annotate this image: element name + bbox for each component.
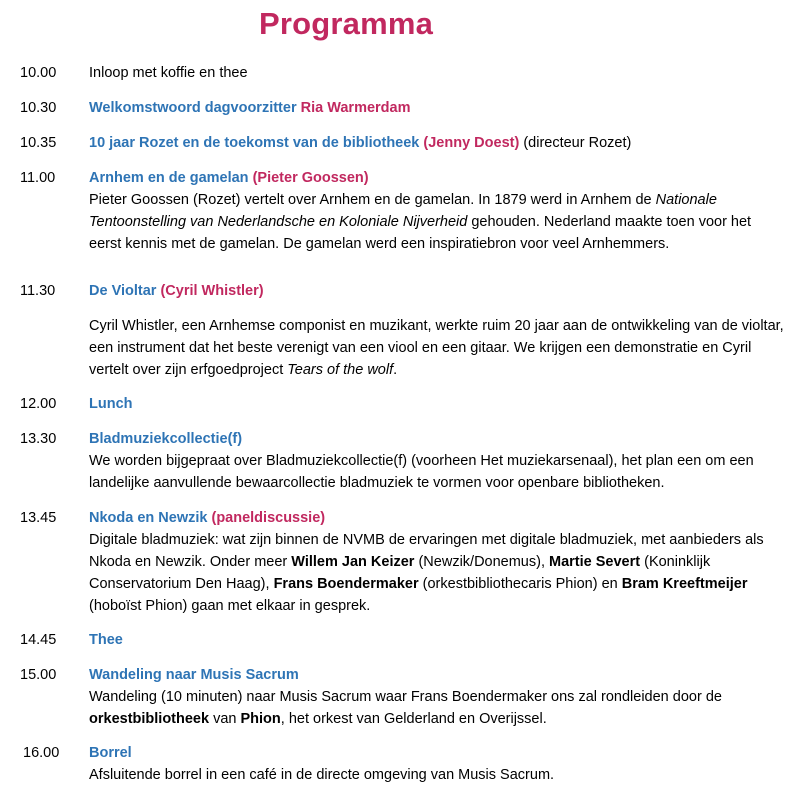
project-title: Tears of the wolf xyxy=(287,362,394,378)
panelist-name: Frans Boendermaker xyxy=(273,576,419,592)
description-text: Wandeling (10 minuten) naar Musis Sacrum waar Frans Boendermaker ons zal rondleiden door de xyxy=(89,689,722,705)
program-text: Inloop met koffie en thee xyxy=(89,65,248,81)
program-time: 12.00 xyxy=(20,396,57,412)
panelist-name: Willem Jan Keizer xyxy=(291,554,415,570)
program-speaker-role: (directeur Rozet) xyxy=(523,135,632,151)
description-text: (hoboïst Phion) gaan met elkaar in gesprek. xyxy=(89,598,371,614)
program-content xyxy=(89,742,785,786)
program-heading: Welkomstwoord dagvoorzitter xyxy=(89,100,297,116)
panelist-name: Bram Kreeftmeijer xyxy=(621,576,748,592)
program-speaker: (Pieter Goossen) xyxy=(252,170,369,186)
highlight-text: orkestbibliotheek xyxy=(89,711,210,727)
program-time: 11.30 xyxy=(20,283,56,299)
program-description xyxy=(89,189,785,255)
program-content xyxy=(89,97,785,119)
program-speaker: Ria Warmerdam xyxy=(300,100,411,116)
program-speaker: (paneldiscussie) xyxy=(211,510,326,526)
program-time: 13.30 xyxy=(20,431,57,447)
description-text: , het orkest van Gelderland en Overijssel. xyxy=(280,711,547,727)
program-content xyxy=(89,132,785,154)
program-time: 13.45 xyxy=(20,510,57,526)
program-heading: Thee xyxy=(89,632,123,648)
program-content xyxy=(89,664,785,730)
program-heading: Bladmuziekcollectie(f) xyxy=(89,431,243,447)
program-speaker: (Jenny Doest) xyxy=(423,135,520,151)
program-description xyxy=(89,529,785,617)
program-speaker: (Cyril Whistler) xyxy=(160,283,264,299)
program-time: 14.45 xyxy=(20,632,57,648)
program-description: Afsluitende borrel in een café in de directe omgeving van Musis Sacrum. xyxy=(89,767,555,783)
description-text: Digitale bladmuziek: wat zijn binnen de NVMB de ervaringen met digitale bladmuziek, met aanbieders als Nkoda en Newzik. Onder meer xyxy=(89,532,764,570)
program-content xyxy=(89,167,785,255)
program-heading: Wandeling naar Musis Sacrum xyxy=(89,667,299,683)
program-heading: 10 jaar Rozet en de toekomst van de bibliotheek xyxy=(89,135,420,151)
program-content xyxy=(89,629,785,651)
program-time: 10.30 xyxy=(20,100,57,116)
description-text: (orkestbibliothecaris Phion) en xyxy=(418,576,622,592)
description-text: (Koninklijk Conservatorium Den Haag), xyxy=(89,554,711,592)
program-content xyxy=(89,507,785,617)
program-content xyxy=(89,428,785,494)
exhibition-title: Nationale Tentoonstelling van Nederlandsche en Koloniale Nijverheid xyxy=(89,192,717,230)
description-text: Cyril Whistler, een Arnhemse componist en muzikant, werkte ruim 20 jaar aan de ontwikkeling van de violtar, een instrument dat het beste verenigt van een viool en een gitaar. We krijgen een demonstratie en Cyril vertelt over zijn erfgoedproject xyxy=(89,318,784,378)
program-description xyxy=(89,315,785,381)
program-content xyxy=(89,62,785,84)
description-text: (Newzik/Donemus), xyxy=(414,554,550,570)
program-content xyxy=(89,280,785,302)
description-text: gehouden. Nederland maakte toen voor het eerst kennis met de gamelan. De gamelan werd een inspiratiebron voor veel Arnhemmers. xyxy=(89,214,752,252)
panelist-name: Martie Severt xyxy=(549,554,641,570)
program-description: We worden bijgepraat over Bladmuziekcollectie(f) (voorheen Het muziekarsenaal), het plan een om een landelijke aanvullende bewaarcollectie bladmuziek te vormen voor openbare bibliotheken. xyxy=(89,453,754,491)
program-description xyxy=(89,686,785,730)
program-heading: Borrel xyxy=(89,745,132,761)
program-heading: Lunch xyxy=(89,396,133,412)
program-time: 10.35 xyxy=(20,135,57,151)
program-content xyxy=(89,393,785,415)
description-text: van xyxy=(209,711,241,727)
highlight-text: Phion xyxy=(240,711,281,727)
program-heading: Arnhem en de gamelan xyxy=(89,170,249,186)
description-text: Pieter Goossen (Rozet) vertelt over Arnhem en de gamelan. In 1879 werd in Arnhem de xyxy=(89,192,656,208)
program-heading: Nkoda en Newzik xyxy=(89,510,208,526)
description-text: . xyxy=(393,362,398,378)
program-time: 11.00 xyxy=(20,170,56,186)
program-time: 10.00 xyxy=(20,65,57,81)
program-time: 15.00 xyxy=(20,667,57,683)
program-heading: De Violtar xyxy=(89,283,157,299)
page-title: Programma xyxy=(259,6,434,41)
program-time: 16.00 xyxy=(23,745,60,761)
